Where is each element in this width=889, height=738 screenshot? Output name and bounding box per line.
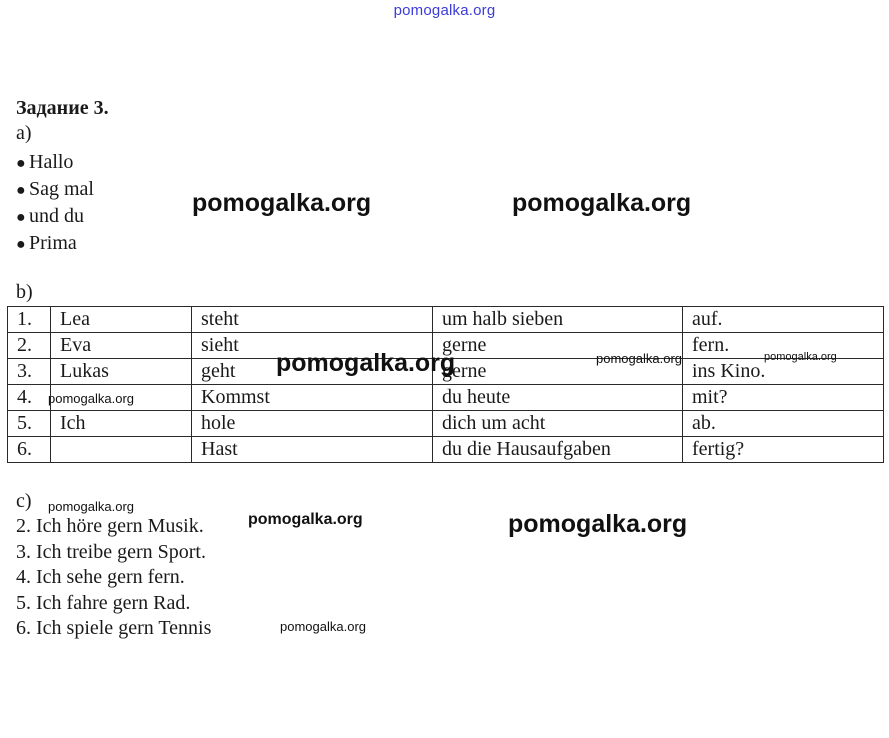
list-item: 5. Ich fahre gern Rad. [16, 591, 191, 614]
table-cell: 1. [8, 307, 51, 333]
task-title: Задание 3. [16, 97, 109, 119]
table-cell: geht [192, 359, 433, 385]
table-cell: du die Hausaufgaben [433, 437, 683, 463]
part-c-list [16, 514, 211, 642]
bullet-icon: ● [16, 155, 26, 172]
table-row [8, 385, 884, 411]
table-cell: auf. [683, 307, 884, 333]
part-c-label: c) [16, 490, 32, 512]
table-cell: 2. [8, 333, 51, 359]
table-cell: fern. [683, 333, 884, 359]
watermark: pomogalka.org [280, 619, 366, 634]
bullet-icon: ● [16, 209, 26, 226]
watermark: pomogalka.org [192, 189, 372, 217]
list-item [16, 230, 94, 257]
table-cell: Eva [51, 333, 192, 359]
table-cell: 6. [8, 437, 51, 463]
list-item: 2. Ich höre gern Musik. [16, 515, 204, 537]
site-link[interactable]: pomogalka.org [393, 2, 496, 19]
table-cell: dich um acht [433, 411, 683, 437]
part-a-list [16, 149, 94, 257]
table-cell: 4. [8, 385, 51, 411]
table-cell: gerne [433, 359, 683, 385]
table-cell: Kommst [192, 385, 433, 411]
table-row [8, 411, 884, 437]
bullet-icon: ● [16, 236, 26, 253]
table-cell: um halb sieben [433, 307, 683, 333]
list-item [16, 203, 94, 230]
watermark: pomogalka.org [508, 510, 688, 538]
table-cell: sieht [192, 333, 433, 359]
watermark: pomogalka.org [512, 189, 692, 217]
table-cell: Lukas [51, 359, 192, 385]
table-cell: Ich [51, 411, 192, 437]
table-cell: 5. [8, 411, 51, 437]
table-cell: fertig? [683, 437, 884, 463]
table-cell: hole [192, 411, 433, 437]
list-item [16, 176, 94, 203]
list-item-text: Sag mal [29, 178, 94, 200]
table-cell: gerne [433, 333, 683, 359]
list-item-text: und du [29, 205, 84, 227]
table-cell: mit? [683, 385, 884, 411]
watermark: pomogalka.org [276, 349, 456, 377]
watermark: pomogalka.org [764, 351, 837, 363]
watermark: pomogalka.org [48, 499, 134, 514]
bullet-icon: ● [16, 182, 26, 199]
table-cell: ab. [683, 411, 884, 437]
watermark: pomogalka.org [248, 511, 363, 528]
table-cell: steht [192, 307, 433, 333]
list-item [16, 149, 94, 176]
part-b-label: b) [16, 281, 33, 303]
list-item: 3. Ich treibe gern Sport. [16, 540, 206, 563]
part-a-label: a) [16, 122, 32, 144]
table-cell: du heute [433, 385, 683, 411]
list-item-text: Prima [29, 232, 77, 254]
watermark: pomogalka.org [596, 351, 682, 366]
list-item: 4. Ich sehe gern fern. [16, 566, 185, 588]
table-cell: Hast [192, 437, 433, 463]
list-item-text: Hallo [29, 151, 74, 173]
list-item: 6. Ich spiele gern Tennis [16, 617, 212, 639]
table-row [8, 307, 884, 333]
table-row [8, 437, 884, 463]
sentence-table [7, 306, 884, 463]
table-cell: ins Kino. [683, 359, 884, 385]
watermark: pomogalka.org [48, 391, 134, 406]
table-cell: 3. [8, 359, 51, 385]
table-cell [51, 437, 192, 463]
table-cell: Lea [51, 307, 192, 333]
